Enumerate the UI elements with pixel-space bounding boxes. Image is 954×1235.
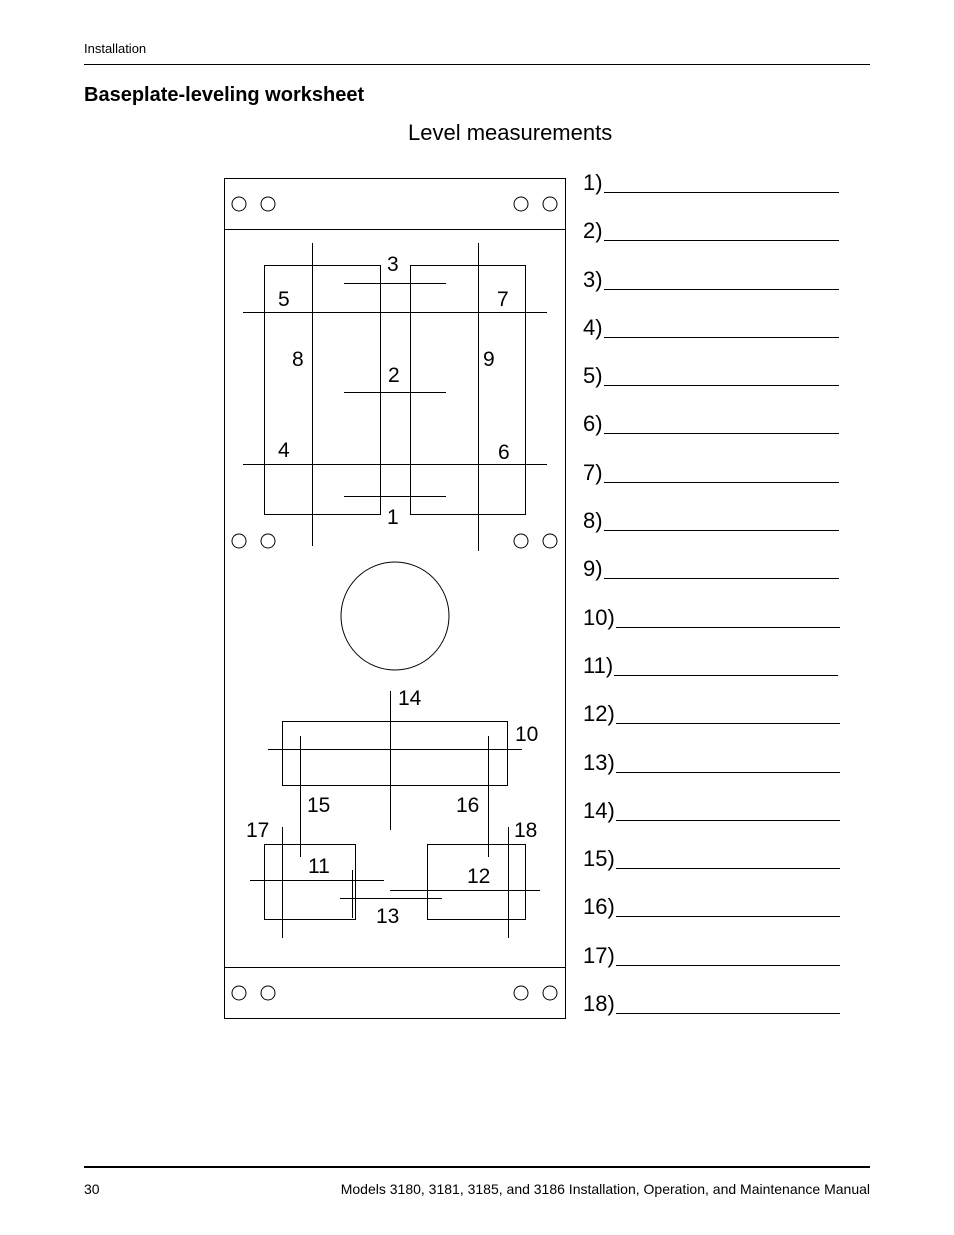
measurement-item <box>583 844 840 892</box>
bolt-hole <box>543 197 557 211</box>
bolt-hole <box>514 534 528 548</box>
measurement-item <box>583 796 840 844</box>
point-label-9: 9 <box>483 348 495 371</box>
measurement-blank[interactable] <box>616 699 840 724</box>
point-label-12: 12 <box>467 865 491 888</box>
measurement-blank[interactable] <box>604 216 839 241</box>
measurement-blank[interactable] <box>616 941 840 966</box>
center-opening <box>341 562 449 670</box>
bolt-hole <box>232 986 246 1000</box>
pad-lower-wide <box>283 722 508 786</box>
measurement-blank[interactable] <box>616 748 840 773</box>
measurement-label: 4) <box>583 314 603 340</box>
measurement-label: 11) <box>583 652 614 678</box>
measurement-item <box>583 216 840 264</box>
point-label-5: 5 <box>278 288 290 311</box>
point-label-2: 2 <box>388 364 400 387</box>
measurement-label: 12) <box>583 701 615 727</box>
measurement-item <box>583 603 840 651</box>
point-label-13: 13 <box>376 905 400 928</box>
measurement-item <box>583 506 840 554</box>
baseplate-outline <box>225 179 566 1019</box>
footer-rule <box>84 1166 870 1168</box>
measurement-item <box>583 651 840 699</box>
measurement-blank[interactable] <box>604 361 839 386</box>
measurement-label: 17) <box>583 942 615 968</box>
measurement-item <box>583 265 840 313</box>
measurement-blank[interactable] <box>604 409 839 434</box>
measurement-blank[interactable] <box>616 844 840 869</box>
point-label-11: 11 <box>308 855 330 878</box>
measurement-label: 14) <box>583 797 615 823</box>
bolt-hole <box>514 197 528 211</box>
measurement-label: 3) <box>583 266 603 292</box>
measurement-item <box>583 892 840 940</box>
measurement-item <box>583 168 840 216</box>
measurement-blank[interactable] <box>614 651 838 676</box>
measurement-blank[interactable] <box>604 265 839 290</box>
measurement-item <box>583 748 840 796</box>
measurement-label: 8) <box>583 508 603 534</box>
measurement-item <box>583 313 840 361</box>
measurement-blank[interactable] <box>604 168 839 193</box>
point-label-15: 15 <box>307 794 331 817</box>
point-label-4: 4 <box>278 439 290 462</box>
measurement-blank[interactable] <box>604 554 839 579</box>
measurement-label: 7) <box>583 459 603 485</box>
point-label-18: 18 <box>514 819 538 842</box>
manual-title: Models 3180, 3181, 3185, and 3186 Installation, Operation, and Maintenance Manual <box>340 1181 870 1197</box>
measurement-label: 1) <box>583 170 603 195</box>
point-label-8: 8 <box>292 348 304 371</box>
measurement-label: 16) <box>583 894 615 920</box>
measurement-blank[interactable] <box>616 989 840 1014</box>
measurement-blank[interactable] <box>604 458 839 483</box>
measurement-label: 18) <box>583 991 615 1017</box>
measurement-item <box>583 554 840 602</box>
bolt-hole <box>232 197 246 211</box>
point-label-3: 3 <box>387 253 399 276</box>
measurement-item <box>583 361 840 409</box>
bolt-hole <box>232 534 246 548</box>
measurement-blank[interactable] <box>604 313 839 338</box>
measurement-blank[interactable] <box>616 603 840 628</box>
measurement-item <box>583 409 840 457</box>
bolt-hole <box>261 986 275 1000</box>
measurement-label: 6) <box>583 411 603 437</box>
diagram-title: Level measurements <box>408 120 613 145</box>
running-header: Installation <box>84 41 147 56</box>
bolt-hole <box>261 197 275 211</box>
measurement-list <box>583 168 840 1037</box>
measurement-label: 5) <box>583 363 603 389</box>
measurement-blank[interactable] <box>604 506 839 531</box>
bolt-hole <box>261 534 275 548</box>
measurement-label: 13) <box>583 749 615 775</box>
point-label-7: 7 <box>497 288 509 311</box>
page-heading: Baseplate-leveling worksheet <box>84 84 365 106</box>
measurement-label: 10) <box>583 604 615 630</box>
measurement-label: 2) <box>583 218 603 244</box>
point-label-16: 16 <box>456 794 480 817</box>
point-label-6: 6 <box>498 441 510 464</box>
measurement-item <box>583 941 840 989</box>
point-label-10: 10 <box>515 723 539 746</box>
measurement-blank[interactable] <box>616 796 840 821</box>
measurement-item <box>583 699 840 747</box>
point-label-14: 14 <box>398 687 422 710</box>
measurement-blank[interactable] <box>616 892 840 917</box>
point-label-1: 1 <box>387 506 399 529</box>
page-number: 30 <box>84 1181 100 1197</box>
measurement-item <box>583 458 840 506</box>
measurement-label: 9) <box>583 556 603 582</box>
point-label-17: 17 <box>246 819 270 842</box>
measurement-item <box>583 989 840 1037</box>
bolt-hole <box>514 986 528 1000</box>
bolt-hole <box>543 986 557 1000</box>
bolt-hole <box>543 534 557 548</box>
measurement-label: 15) <box>583 846 615 872</box>
